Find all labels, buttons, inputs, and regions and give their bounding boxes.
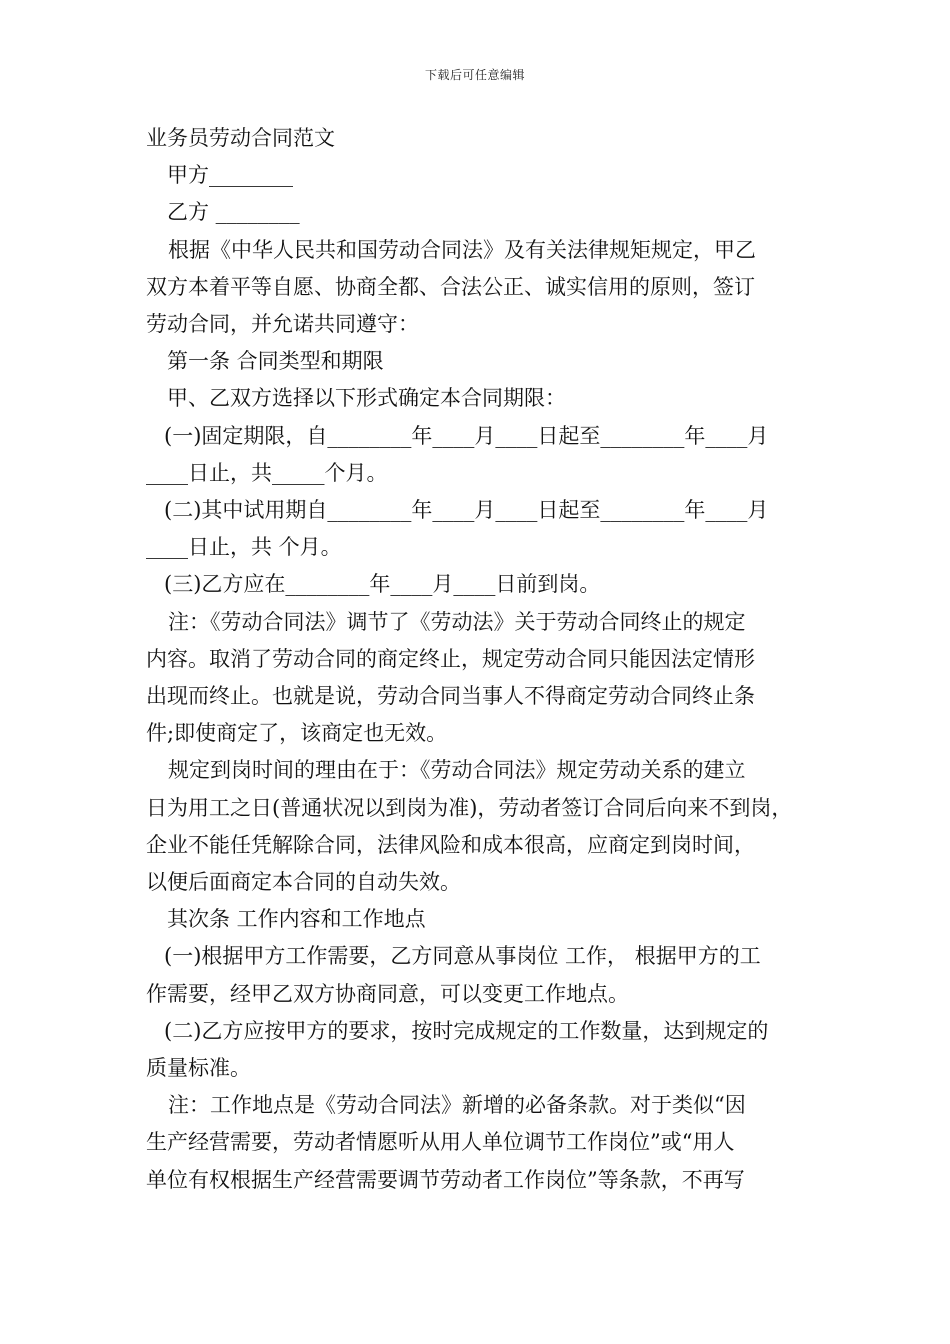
party-a-line: 甲方________ xyxy=(167,163,293,188)
section-heading: 其次条 工作内容和工作地点 xyxy=(167,907,426,932)
text-line: 劳动合同，并允诺共同遵守： xyxy=(146,312,419,337)
text-line: 生产经营需要，劳动者情愿听从用人单位调节工作岗位”或“用人 xyxy=(146,1130,735,1155)
text-line: 甲、乙双方选择以下形式确定本合同期限： xyxy=(167,386,566,411)
clause-item: (一)固定期限，自________年____月____日起至________年____月 xyxy=(164,423,769,448)
document-body xyxy=(146,120,816,1199)
text-line: 企业不能任凭解除合同，法律风险和成本很高，应商定到岗时间， xyxy=(146,832,755,857)
clause-item: (三)乙方应在________年____月____日前到岗。 xyxy=(164,572,601,597)
clause-item: (二)其中试用期自________年____月____日起至________年____月 xyxy=(164,498,769,523)
text-line: 作需要，经甲乙双方协商同意，可以变更工作地点。 xyxy=(146,981,629,1006)
clause-item: (二)乙方应按甲方的要求，按时完成规定的工作数量，达到规定的 xyxy=(164,1018,769,1043)
clause-item: (一)根据甲方工作需要，乙方同意从事岗位 工作， 根据甲方的工 xyxy=(164,944,761,969)
note-paragraph: 注：《劳动合同法》调节了《劳动法》关于劳动合同终止的规定 xyxy=(168,609,746,634)
page-header: 下载后可任意编辑 xyxy=(424,68,525,82)
document-title: 业务员劳动合同范文 xyxy=(146,126,335,150)
text-line: 规定到岗时间的理由在于：《劳动合同法》规定劳动关系的建立 xyxy=(168,758,746,783)
note-paragraph: 注：工作地点是《劳动合同法》新增的必备条款。对于类似“因 xyxy=(168,1093,746,1118)
section-heading: 第一条 合同类型和期限 xyxy=(167,349,384,374)
text-line: ____日止，共_____个月。 xyxy=(146,460,388,485)
text-line: 质量标准。 xyxy=(146,1056,251,1081)
text-line: 双方本着平等自愿、协商全都、合法公正、诚实信用的原则，签订 xyxy=(146,274,755,299)
text-line: 件;即使商定了，该商定也无效。 xyxy=(146,721,448,746)
text-line: 出现而终止。也就是说，劳动合同当事人不得商定劳动合同终止条 xyxy=(146,684,755,709)
party-b-line: 乙方 ________ xyxy=(167,200,300,225)
text-line: 单位有权根据生产经营需要调节劳动者工作岗位”等条款，不再写 xyxy=(146,1167,745,1192)
text-line: 根据《中华人民共和国劳动合同法》及有关法律规矩规定，甲乙 xyxy=(168,237,756,262)
text-line: 以便后面商定本合同的自动失效。 xyxy=(146,870,461,895)
text-line: 内容。取消了劳动合同的商定终止，规定劳动合同只能因法定情形 xyxy=(146,646,755,671)
text-line: ____日止，共 个月。 xyxy=(146,535,342,560)
text-line: 日为用工之日(普通状况以到岗为准)，劳动者签订合同后向来不到岗， xyxy=(146,795,793,820)
